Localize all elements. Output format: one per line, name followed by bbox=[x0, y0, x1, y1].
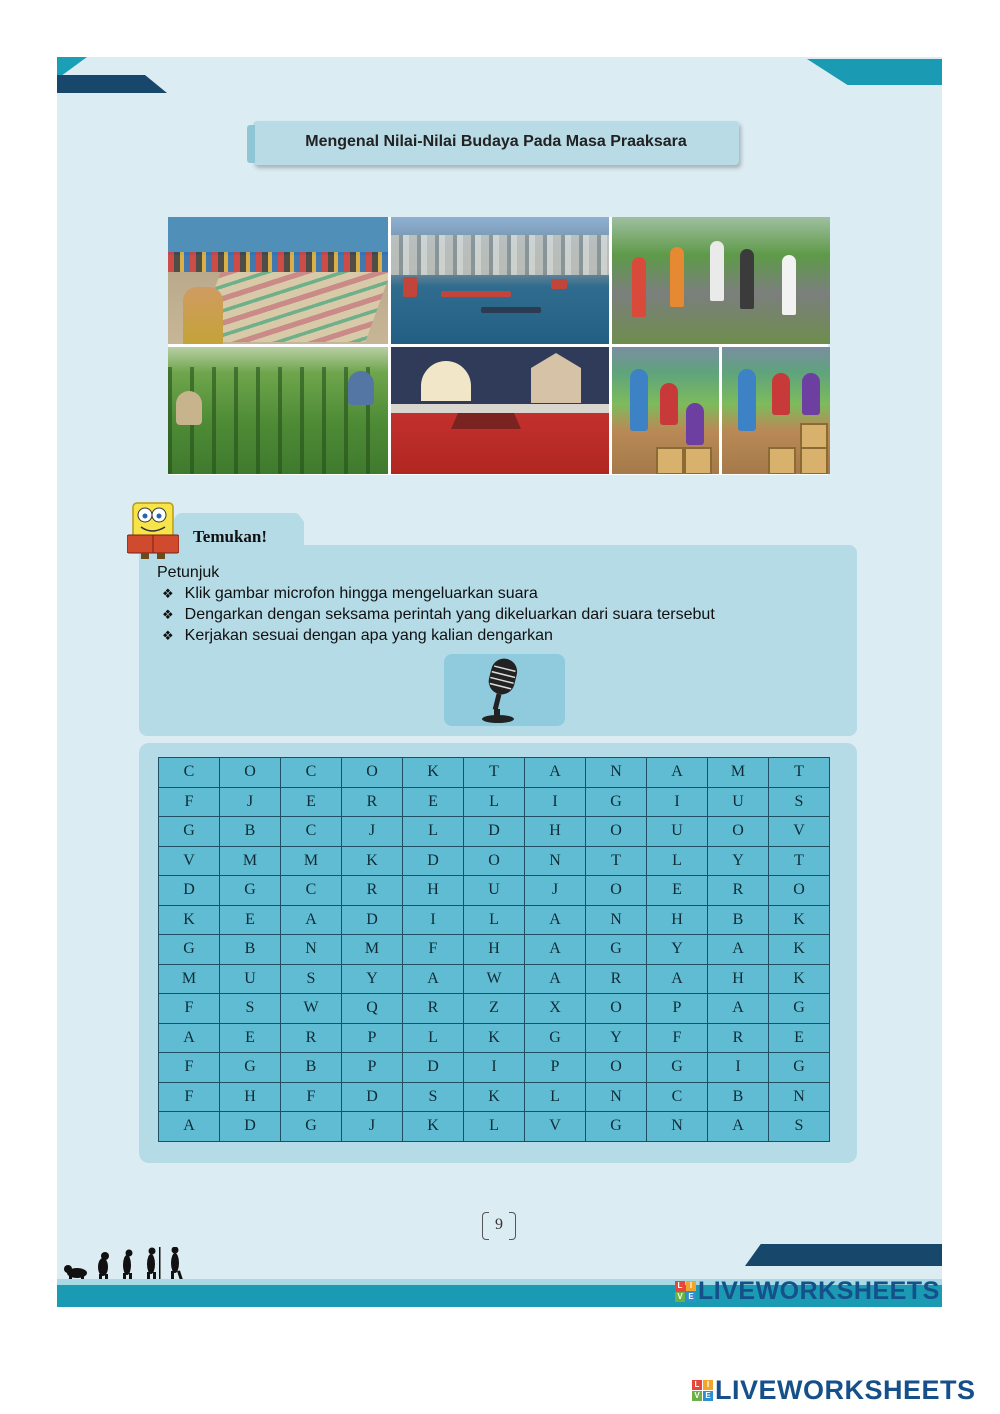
grid-cell[interactable]: W bbox=[464, 964, 525, 994]
grid-cell[interactable]: O bbox=[708, 817, 769, 847]
grid-cell[interactable]: E bbox=[220, 905, 281, 935]
instruction-list bbox=[157, 583, 715, 646]
grid-cell[interactable]: M bbox=[342, 935, 403, 965]
grid-cell[interactable]: B bbox=[281, 1053, 342, 1083]
grid-cell[interactable]: G bbox=[586, 1112, 647, 1142]
grid-cell[interactable]: K bbox=[403, 758, 464, 788]
photo-houses-of-worship bbox=[391, 347, 609, 474]
grid-cell[interactable]: B bbox=[220, 935, 281, 965]
grid-cell[interactable]: E bbox=[403, 787, 464, 817]
grid-cell[interactable]: E bbox=[769, 1023, 830, 1053]
grid-cell[interactable]: O bbox=[586, 1053, 647, 1083]
photo-equality-illustration bbox=[612, 347, 830, 474]
title-banner bbox=[253, 121, 739, 165]
grid-cell[interactable]: T bbox=[769, 846, 830, 876]
grid-cell[interactable]: A bbox=[525, 758, 586, 788]
grid-cell[interactable]: A bbox=[525, 964, 586, 994]
grid-cell[interactable]: S bbox=[281, 964, 342, 994]
reading-character-icon bbox=[127, 501, 179, 561]
grid-cell[interactable]: H bbox=[403, 876, 464, 906]
grid-row bbox=[159, 787, 830, 817]
grid-row bbox=[159, 964, 830, 994]
grid-cell[interactable]: A bbox=[159, 1112, 220, 1142]
grid-cell[interactable]: R bbox=[708, 1023, 769, 1053]
grid-cell[interactable]: F bbox=[647, 1023, 708, 1053]
grid-cell[interactable]: F bbox=[159, 994, 220, 1024]
grid-row bbox=[159, 905, 830, 935]
grid-cell[interactable]: O bbox=[586, 876, 647, 906]
grid-cell[interactable]: R bbox=[708, 876, 769, 906]
grid-cell[interactable]: U bbox=[647, 817, 708, 847]
grid-row bbox=[159, 994, 830, 1024]
grid-cell[interactable]: A bbox=[647, 758, 708, 788]
corner-decoration bbox=[807, 59, 942, 85]
grid-cell[interactable]: N bbox=[586, 1082, 647, 1112]
grid-cell[interactable]: W bbox=[281, 994, 342, 1024]
grid-cell[interactable]: E bbox=[281, 787, 342, 817]
grid-cell[interactable]: Y bbox=[708, 846, 769, 876]
grid-row bbox=[159, 1053, 830, 1083]
grid-cell[interactable]: F bbox=[159, 787, 220, 817]
grid-cell[interactable]: Y bbox=[586, 1023, 647, 1053]
grid-cell[interactable]: F bbox=[159, 1053, 220, 1083]
liveworksheets-watermark bbox=[692, 1373, 976, 1407]
grid-cell[interactable]: S bbox=[403, 1082, 464, 1112]
grid-cell[interactable]: A bbox=[647, 964, 708, 994]
grid-cell[interactable]: G bbox=[281, 1112, 342, 1142]
liveworksheets-wordmark: LIVEWORKSHEETS bbox=[698, 1276, 940, 1305]
grid-cell[interactable]: X bbox=[525, 994, 586, 1024]
grid-cell[interactable]: V bbox=[525, 1112, 586, 1142]
grid-cell[interactable]: T bbox=[464, 758, 525, 788]
grid-cell[interactable]: J bbox=[525, 876, 586, 906]
grid-cell[interactable]: R bbox=[403, 994, 464, 1024]
photo-collage bbox=[168, 217, 828, 475]
liveworksheets-logo bbox=[675, 1275, 940, 1307]
grid-cell[interactable]: G bbox=[159, 935, 220, 965]
grid-cell[interactable]: H bbox=[647, 905, 708, 935]
grid-cell[interactable]: C bbox=[281, 817, 342, 847]
grid-cell[interactable]: D bbox=[159, 876, 220, 906]
grid-cell[interactable]: G bbox=[586, 935, 647, 965]
grid-cell[interactable]: U bbox=[220, 964, 281, 994]
grid-cell[interactable]: O bbox=[769, 876, 830, 906]
grid-cell[interactable]: M bbox=[281, 846, 342, 876]
instruction-item: ❖ Kerjakan sesuai dengan apa yang kalian dengarkan bbox=[162, 625, 715, 646]
grid-cell[interactable]: M bbox=[159, 964, 220, 994]
grid-cell[interactable]: D bbox=[220, 1112, 281, 1142]
grid-cell[interactable]: C bbox=[281, 876, 342, 906]
page-number: 9 bbox=[482, 1210, 516, 1240]
grid-cell[interactable]: K bbox=[769, 905, 830, 935]
photo-farming-field bbox=[168, 347, 388, 474]
photo-community-meeting bbox=[168, 217, 388, 344]
grid-cell[interactable]: E bbox=[220, 1023, 281, 1053]
grid-cell[interactable]: K bbox=[342, 846, 403, 876]
grid-row bbox=[159, 935, 830, 965]
grid-cell[interactable]: G bbox=[769, 994, 830, 1024]
liveworksheets-wordmark: LIVEWORKSHEETS bbox=[715, 1374, 976, 1405]
grid-cell[interactable]: E bbox=[647, 876, 708, 906]
grid-cell[interactable]: H bbox=[220, 1082, 281, 1112]
grid-cell[interactable]: J bbox=[220, 787, 281, 817]
grid-cell[interactable]: A bbox=[708, 935, 769, 965]
grid-cell[interactable]: J bbox=[342, 817, 403, 847]
word-search-grid bbox=[158, 757, 830, 1142]
grid-cell[interactable]: J bbox=[342, 1112, 403, 1142]
grid-cell[interactable]: K bbox=[769, 964, 830, 994]
footer-decoration bbox=[745, 1244, 942, 1266]
grid-cell[interactable]: L bbox=[647, 846, 708, 876]
grid-cell[interactable]: A bbox=[525, 905, 586, 935]
grid-cell[interactable]: O bbox=[586, 817, 647, 847]
instructions-heading: Petunjuk bbox=[157, 564, 220, 581]
grid-cell[interactable]: G bbox=[769, 1053, 830, 1083]
liveworksheets-logo-icon: L I V E bbox=[675, 1281, 696, 1302]
grid-cell[interactable]: I bbox=[464, 1053, 525, 1083]
microphone-button[interactable] bbox=[444, 654, 565, 726]
grid-cell[interactable]: A bbox=[708, 1112, 769, 1142]
photo-gotong-royong bbox=[612, 217, 830, 344]
grid-cell[interactable]: V bbox=[769, 817, 830, 847]
grid-cell[interactable]: A bbox=[708, 994, 769, 1024]
grid-cell[interactable]: D bbox=[342, 905, 403, 935]
grid-cell[interactable]: A bbox=[159, 1023, 220, 1053]
grid-cell[interactable]: T bbox=[586, 846, 647, 876]
grid-cell[interactable]: C bbox=[647, 1082, 708, 1112]
grid-cell[interactable]: L bbox=[403, 1023, 464, 1053]
grid-cell[interactable]: Y bbox=[342, 964, 403, 994]
grid-cell[interactable]: H bbox=[464, 935, 525, 965]
instruction-item: ❖ Klik gambar microfon hingga mengeluarkan suara bbox=[162, 583, 715, 604]
grid-cell[interactable]: U bbox=[708, 787, 769, 817]
grid-cell[interactable]: C bbox=[281, 758, 342, 788]
grid-cell[interactable]: A bbox=[525, 935, 586, 965]
grid-cell[interactable]: M bbox=[708, 758, 769, 788]
grid-cell[interactable]: T bbox=[769, 758, 830, 788]
grid-row bbox=[159, 817, 830, 847]
grid-cell[interactable]: G bbox=[220, 1053, 281, 1083]
grid-cell[interactable]: I bbox=[708, 1053, 769, 1083]
grid-cell[interactable]: N bbox=[281, 935, 342, 965]
grid-cell[interactable]: Q bbox=[342, 994, 403, 1024]
grid-cell[interactable]: O bbox=[586, 994, 647, 1024]
grid-row bbox=[159, 1023, 830, 1053]
grid-cell[interactable]: N bbox=[769, 1082, 830, 1112]
grid-cell[interactable]: G bbox=[647, 1053, 708, 1083]
worksheet-page bbox=[57, 57, 942, 1307]
grid-cell[interactable]: K bbox=[769, 935, 830, 965]
grid-cell[interactable]: F bbox=[403, 935, 464, 965]
grid-cell[interactable]: M bbox=[220, 846, 281, 876]
grid-cell[interactable]: Y bbox=[647, 935, 708, 965]
microphone-icon[interactable] bbox=[444, 654, 565, 726]
grid-cell[interactable]: F bbox=[159, 1082, 220, 1112]
liveworksheets-logo-icon: L I V E bbox=[692, 1380, 713, 1401]
instruction-item: ❖ Dengarkan dengan seksama perintah yang dikeluarkan dari suara tersebut bbox=[162, 604, 715, 625]
grid-cell[interactable]: N bbox=[525, 846, 586, 876]
grid-cell[interactable]: B bbox=[708, 905, 769, 935]
grid-cell[interactable]: R bbox=[281, 1023, 342, 1053]
photo-harbor-ships bbox=[391, 217, 609, 344]
grid-cell[interactable]: S bbox=[220, 994, 281, 1024]
grid-cell[interactable]: R bbox=[342, 787, 403, 817]
grid-cell[interactable]: C bbox=[159, 758, 220, 788]
grid-cell[interactable]: N bbox=[647, 1112, 708, 1142]
grid-cell[interactable]: G bbox=[586, 787, 647, 817]
page-title: Mengenal Nilai-Nilai Budaya Pada Masa Praaksara bbox=[305, 133, 687, 150]
grid-cell[interactable]: L bbox=[464, 787, 525, 817]
grid-cell[interactable]: K bbox=[464, 1082, 525, 1112]
grid-cell[interactable]: U bbox=[464, 876, 525, 906]
corner-decoration bbox=[57, 75, 167, 93]
grid-cell[interactable]: B bbox=[220, 817, 281, 847]
grid-cell[interactable]: V bbox=[159, 846, 220, 876]
grid-cell[interactable]: G bbox=[159, 817, 220, 847]
grid-cell[interactable]: B bbox=[708, 1082, 769, 1112]
grid-cell[interactable]: R bbox=[342, 876, 403, 906]
grid-cell[interactable]: D bbox=[342, 1082, 403, 1112]
grid-cell[interactable]: L bbox=[525, 1082, 586, 1112]
grid-cell[interactable]: A bbox=[403, 964, 464, 994]
grid-row bbox=[159, 1112, 830, 1142]
grid-cell[interactable]: P bbox=[647, 994, 708, 1024]
grid-cell[interactable]: S bbox=[769, 1112, 830, 1142]
grid-cell[interactable]: L bbox=[464, 905, 525, 935]
grid-cell[interactable]: S bbox=[769, 787, 830, 817]
grid-row bbox=[159, 1082, 830, 1112]
grid-cell[interactable]: R bbox=[586, 964, 647, 994]
grid-cell[interactable]: I bbox=[525, 787, 586, 817]
grid-cell[interactable]: K bbox=[403, 1112, 464, 1142]
grid-cell[interactable]: K bbox=[159, 905, 220, 935]
grid-row bbox=[159, 758, 830, 788]
grid-row bbox=[159, 846, 830, 876]
grid-cell[interactable]: N bbox=[586, 758, 647, 788]
grid-cell[interactable]: N bbox=[586, 905, 647, 935]
grid-cell[interactable]: P bbox=[525, 1053, 586, 1083]
grid-cell[interactable]: D bbox=[403, 846, 464, 876]
grid-cell[interactable]: G bbox=[525, 1023, 586, 1053]
grid-cell[interactable]: F bbox=[281, 1082, 342, 1112]
grid-cell[interactable]: O bbox=[220, 758, 281, 788]
grid-cell[interactable]: O bbox=[342, 758, 403, 788]
human-evolution-icon bbox=[63, 1247, 193, 1283]
grid-cell[interactable]: A bbox=[281, 905, 342, 935]
grid-cell[interactable]: K bbox=[464, 1023, 525, 1053]
grid-cell[interactable]: H bbox=[708, 964, 769, 994]
temukan-label: Temukan! bbox=[193, 527, 268, 546]
grid-cell[interactable]: P bbox=[342, 1023, 403, 1053]
grid-row bbox=[159, 876, 830, 906]
instructions bbox=[157, 562, 715, 646]
grid-cell[interactable]: O bbox=[464, 846, 525, 876]
grid-cell[interactable]: D bbox=[403, 1053, 464, 1083]
grid-cell[interactable]: D bbox=[464, 817, 525, 847]
grid-cell[interactable]: L bbox=[403, 817, 464, 847]
grid-cell[interactable]: Z bbox=[464, 994, 525, 1024]
grid-cell[interactable]: H bbox=[525, 817, 586, 847]
grid-cell[interactable]: I bbox=[647, 787, 708, 817]
grid-cell[interactable]: P bbox=[342, 1053, 403, 1083]
grid-cell[interactable]: G bbox=[220, 876, 281, 906]
grid-cell[interactable]: L bbox=[464, 1112, 525, 1142]
grid-cell[interactable]: I bbox=[403, 905, 464, 935]
